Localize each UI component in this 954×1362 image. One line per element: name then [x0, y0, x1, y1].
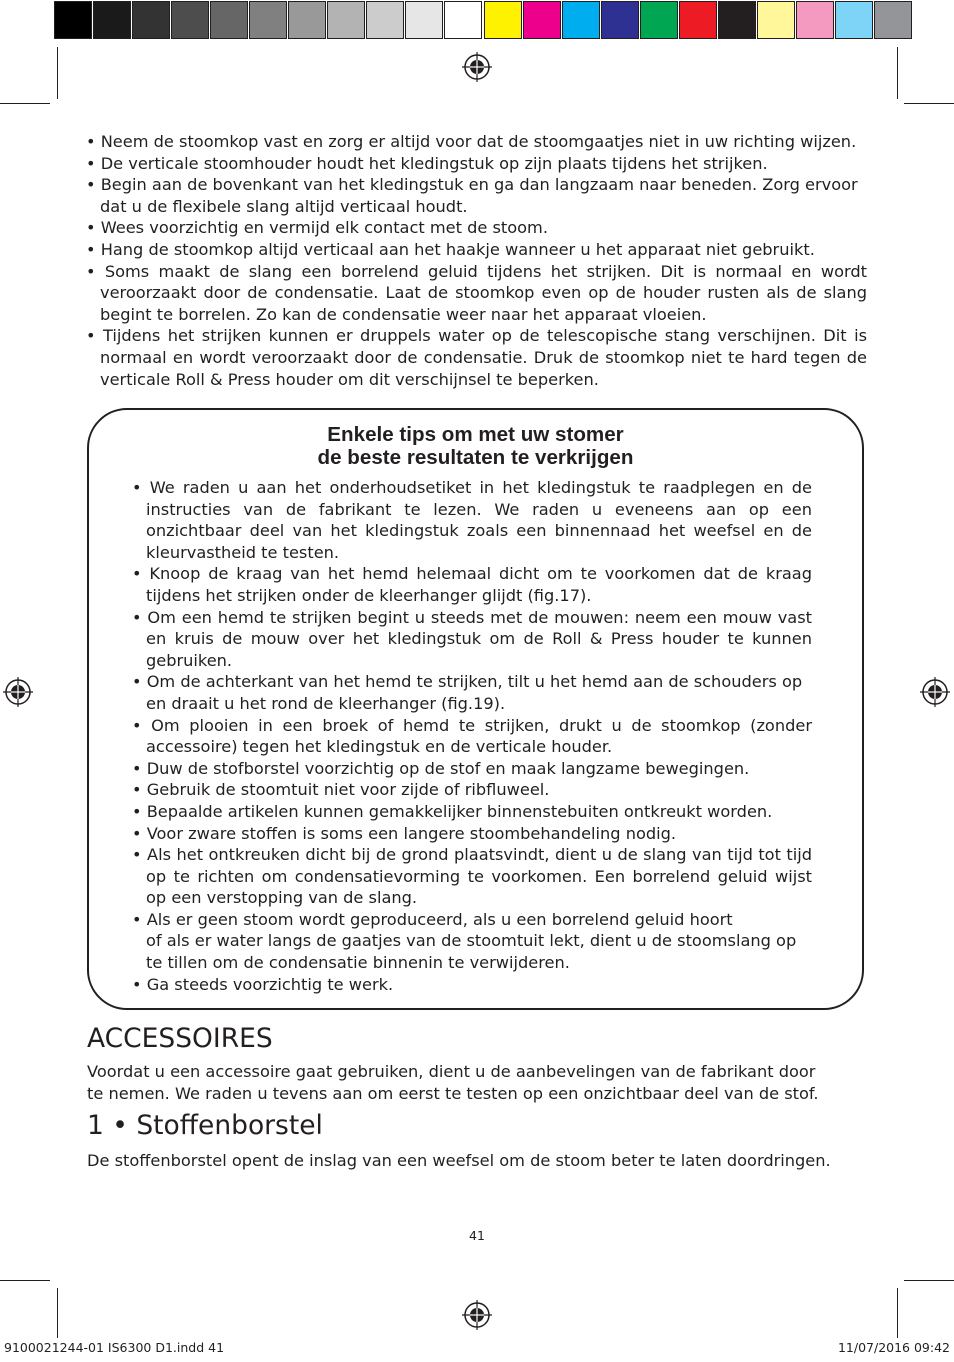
- footer-date-slug: 11/07/2016 09:42: [837, 1340, 950, 1355]
- list-item: • Soms maakt de slang een borrelend geluid tijdens het strijken. Dit is normaal en wordt veroorzaakt door de condensatie. Laat de stoomkop even op de houder rusten als de slang begint te borrelen. Zo kan de condensatie weer naar het apparaat vloeien.: [86, 261, 867, 324]
- registration-target-icon: [920, 677, 950, 707]
- color-swatch: [835, 1, 873, 39]
- list-item: • Wees voorzichtig en vermijd elk contact met de stoom.: [86, 218, 548, 238]
- subsection-heading-stoffenborstel: 1 • Stoffenborstel: [87, 1110, 323, 1141]
- list-item: • Om de achterkant van het hemd te strijken, tilt u het hemd aan de schouders op en draait u het rond de kleerhanger (fig.19).: [132, 672, 803, 713]
- crop-mark: [57, 47, 58, 99]
- tips-title-line: de beste resultaten te verkrijgen: [317, 446, 634, 469]
- color-swatch: [718, 1, 756, 39]
- crop-mark: [0, 103, 50, 104]
- list-item: • De verticale stoomhouder houdt het kledingstuk op zijn plaats tijdens het strijken.: [86, 153, 768, 173]
- color-swatch: [327, 1, 365, 39]
- color-swatch: [523, 1, 561, 39]
- color-swatch: [484, 1, 522, 39]
- tips-title-line: Enkele tips om met uw stomer: [327, 423, 624, 446]
- registration-target-icon: [462, 52, 492, 82]
- tips-title: [87, 423, 864, 469]
- color-swatch: [366, 1, 404, 39]
- color-swatch: [562, 1, 600, 39]
- list-item: • Voor zware stoffen is soms een langere stoombehandeling nodig.: [132, 823, 677, 843]
- stoffenborstel-paragraph: De stoffenborstel opent de inslag van een weefsel om de stoom beter te laten doordringen.: [87, 1151, 831, 1170]
- list-item-continuation: of als er water langs de gaatjes van de stoomtuit lekt, dient u de stoomslang op te tillen om de condensatie binnenin te verwijderen.: [146, 931, 797, 973]
- list-item: • Tijdens het strijken kunnen er druppels water op de telescopische stang verschijnen. Dit is normaal en wordt veroorzaakt door de condensatie. Druk de stoomkop niet te hard tegen de verticale Roll & Press houder om dit verschijnsel te beperken.: [86, 326, 867, 389]
- color-swatch: [249, 1, 287, 39]
- crop-mark: [897, 47, 898, 99]
- list-item: • Als er geen stoom wordt geproduceerd, als u een borrelend geluid hoort: [132, 909, 733, 929]
- list-item: • Duw de stofborstel voorzichtig op de stof en maak langzame bewegingen.: [132, 758, 750, 778]
- color-swatch: [132, 1, 170, 39]
- intro-bullet-list: [86, 131, 867, 390]
- color-swatch: [601, 1, 639, 39]
- color-swatch: [210, 1, 248, 39]
- color-swatch: [640, 1, 678, 39]
- list-item: • Om plooien in een broek of hemd te strijken, drukt u de stoomkop (zonder accessoire) tegen het kledingstuk en de verticale houder.: [132, 715, 812, 757]
- list-item: • Neem de stoomkop vast en zorg er altijd voor dat de stoomgaatjes niet in uw richting wijzen.: [86, 132, 857, 151]
- list-item: • Begin aan de bovenkant van het kledingstuk en ga dan langzaam naar beneden. Zorg ervoor dat u de flexibele slang altijd verticaal houdt.: [86, 175, 858, 216]
- crop-mark: [904, 103, 954, 104]
- color-swatch: [444, 1, 482, 39]
- paragraph-line: Voordat u een accessoire gaat gebruiken, dient u de aanbevelingen van de fabrikant door: [87, 1062, 816, 1081]
- crop-mark: [904, 1280, 954, 1281]
- tips-list: [132, 477, 812, 995]
- list-item: • We raden u aan het onderhoudsetiket in het kledingstuk te raadplegen en de instructies van de fabrikant te lezen. We raden u eveneens aan op een onzichtbaar deel van het kledingstuk zoals een binnennaad het weefsel en de kleurvastheid te testen.: [132, 478, 812, 562]
- crop-mark: [57, 1288, 58, 1338]
- color-swatch: [757, 1, 795, 39]
- registration-target-icon: [462, 1300, 492, 1330]
- grayscale-color-bar: [54, 1, 483, 39]
- crop-mark: [0, 1280, 50, 1281]
- list-item: • Bepaalde artikelen kunnen gemakkelijker binnenstebuiten ontkreukt worden.: [132, 801, 773, 821]
- accessoires-paragraph: [87, 1061, 877, 1104]
- registration-target-icon: [3, 677, 33, 707]
- crop-mark: [897, 1288, 898, 1338]
- color-swatch: [405, 1, 443, 39]
- color-swatch: [93, 1, 131, 39]
- page-number: 41: [469, 1228, 485, 1243]
- list-item: • Als het ontkreuken dicht bij de grond plaatsvindt, dient u de slang van tijd tot tijd op te richten om condensatievorming te voorkomen. Een borrelend geluid wijst op een verstopping van de slang.: [132, 845, 812, 908]
- footer-file-slug: 9100021244-01 IS6300 D1.indd 41: [4, 1340, 225, 1355]
- list-item: • Gebruik de stoomtuit niet voor zijde of ribfluweel.: [132, 780, 550, 800]
- color-swatch: [171, 1, 209, 39]
- color-swatch: [796, 1, 834, 39]
- color-swatch: [54, 1, 92, 39]
- list-item: • Ga steeds voorzichtig te werk.: [132, 974, 394, 994]
- list-item: • Hang de stoomkop altijd verticaal aan het haakje wanneer u het apparaat niet gebruikt.: [86, 239, 815, 259]
- process-color-bar: [484, 1, 913, 39]
- list-item: • Om een hemd te strijken begint u steeds met de mouwen: neem een mouw vast en kruis de mouw over het kledingstuk om de Roll & Press houder te kunnen gebruiken.: [132, 607, 812, 670]
- paragraph-line: te nemen. We raden u tevens aan om eerst te testen op een onzichtbaar deel van de stof.: [87, 1083, 819, 1103]
- color-swatch: [874, 1, 912, 39]
- color-swatch: [288, 1, 326, 39]
- list-item: • Knoop de kraag van het hemd helemaal dicht om te voorkomen dat de kraag tijdens het strijken onder de kleerhanger glijdt (fig.17).: [132, 564, 812, 605]
- section-heading-accessoires: ACCESSOIRES: [87, 1023, 273, 1054]
- color-swatch: [679, 1, 717, 39]
